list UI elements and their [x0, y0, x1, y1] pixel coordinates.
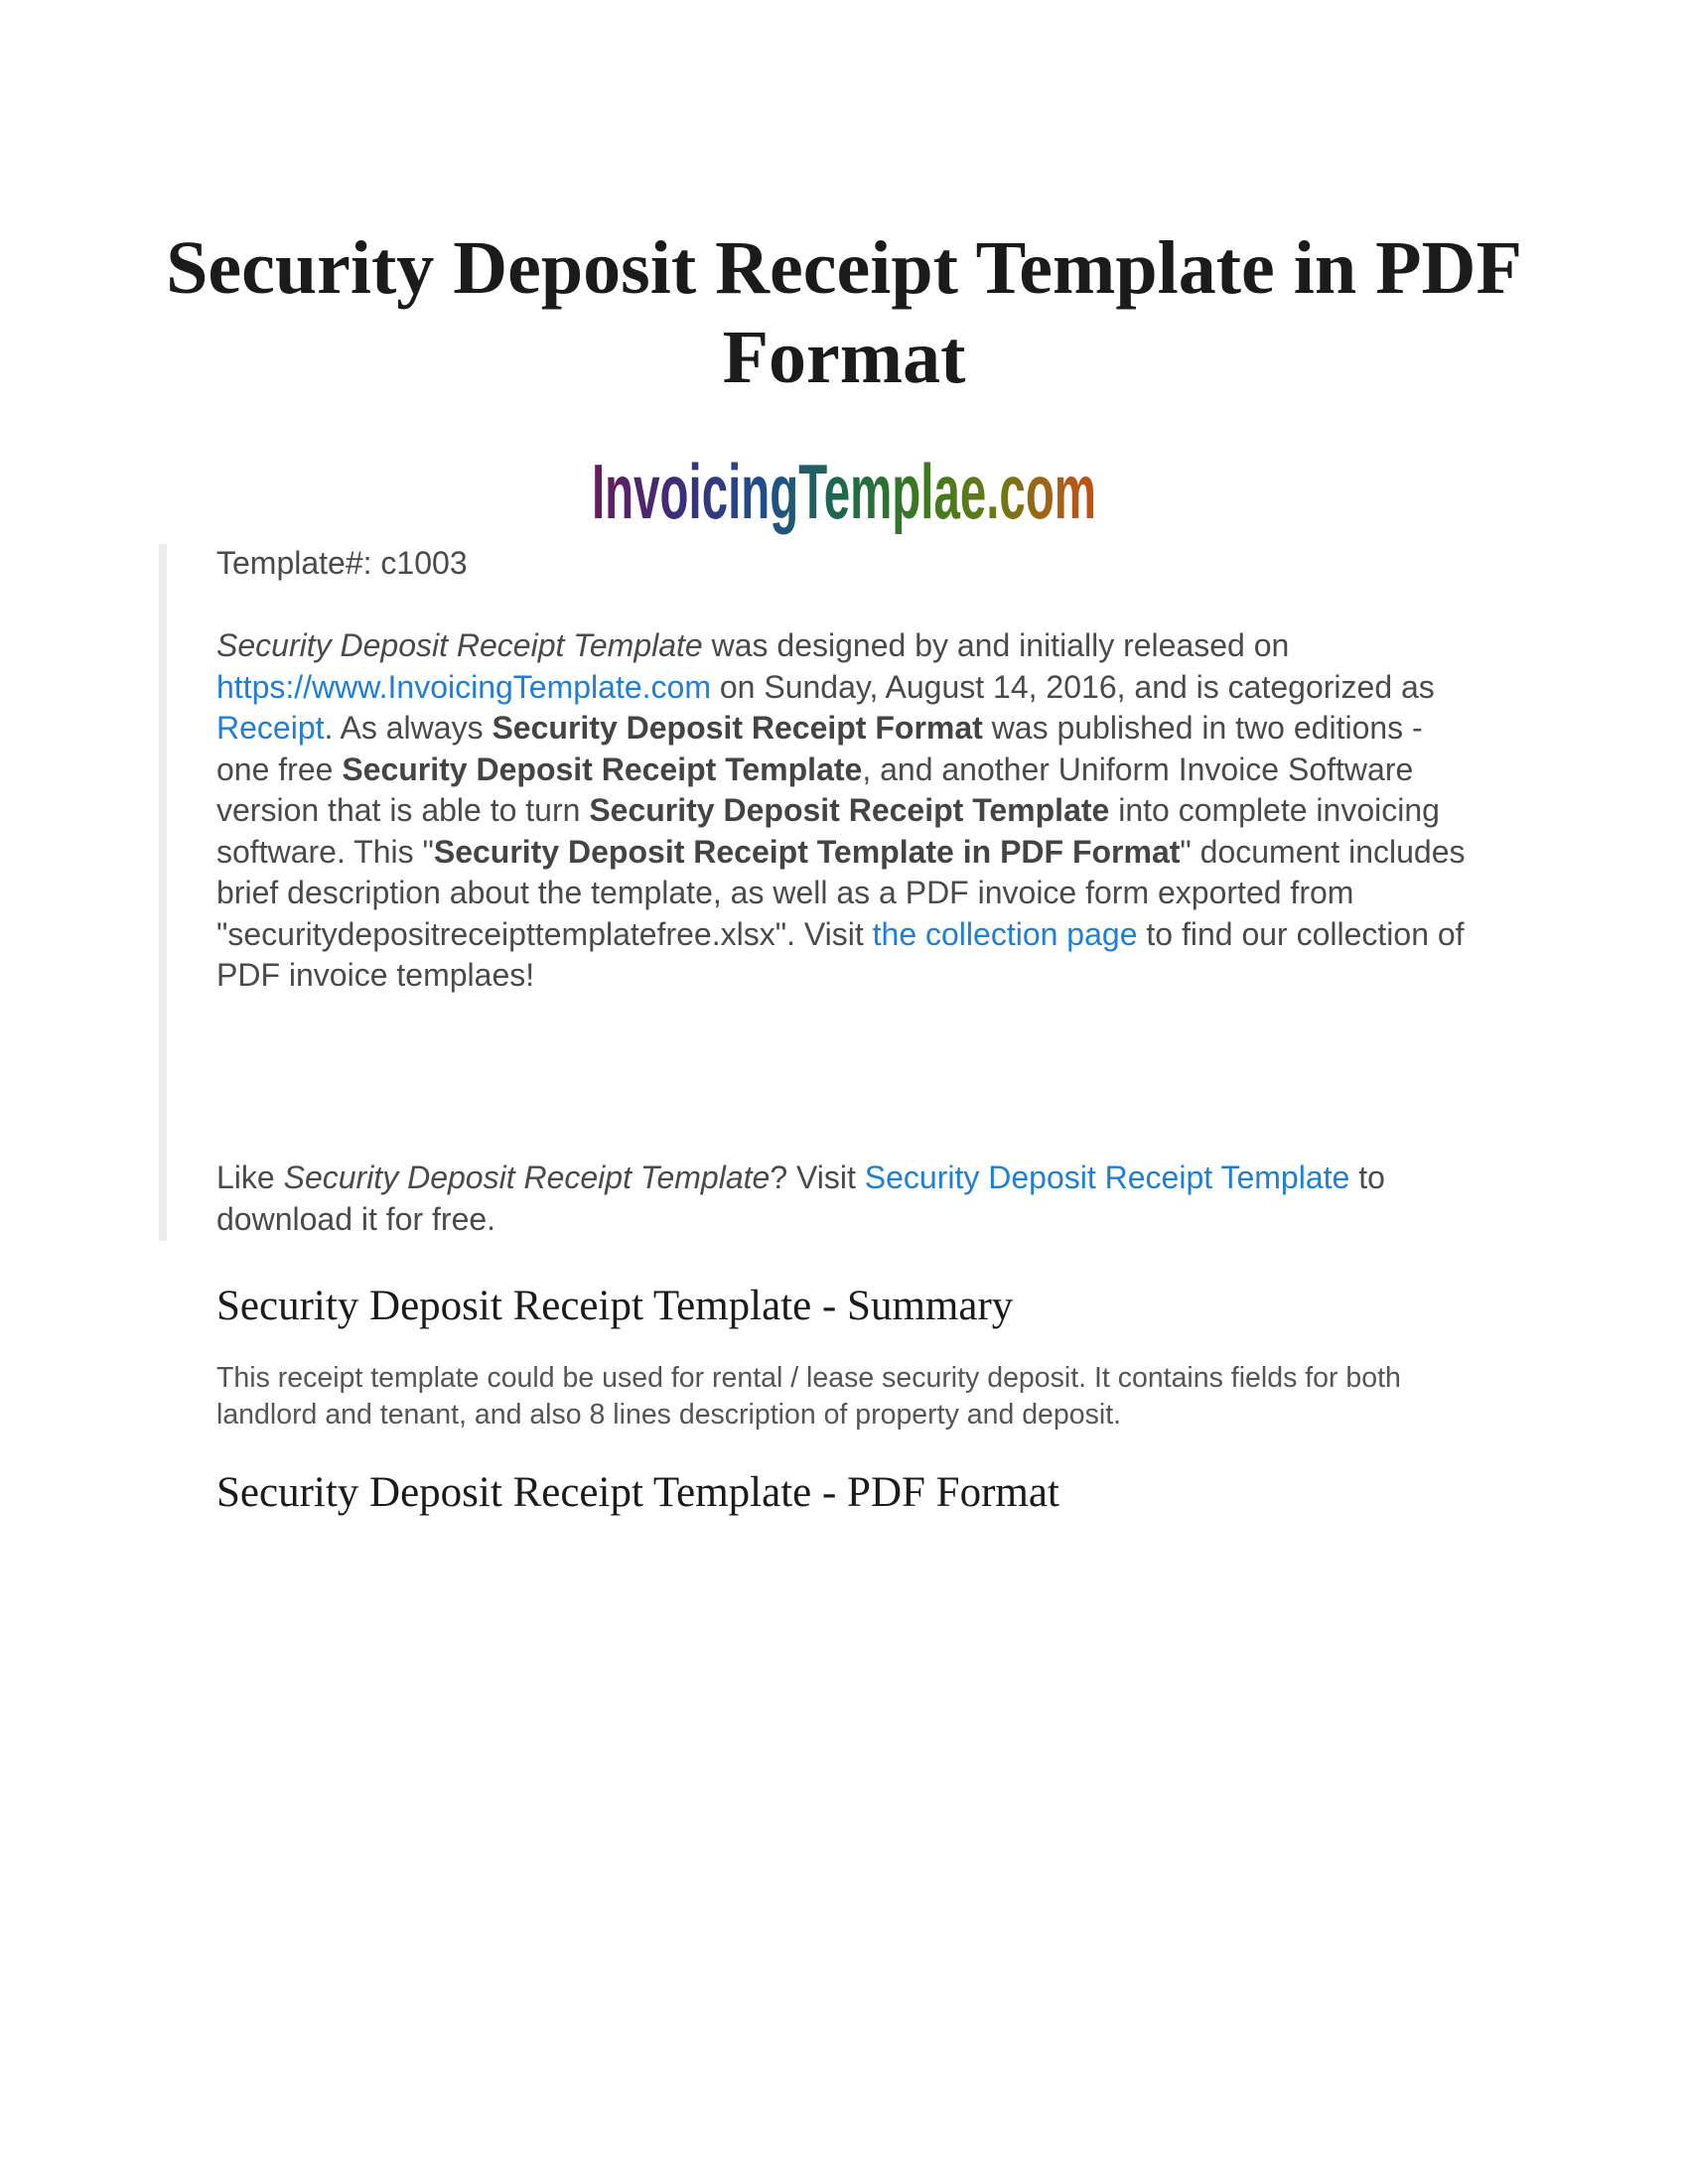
download-prompt [216, 1158, 1470, 1240]
summary-text: This receipt template could be used for rental / lease security deposit. It contains fields for both landlord and tenant, and also 8 lines description of property and deposit. [216, 1362, 1401, 1431]
site-link[interactable]: https://www.InvoicingTemplate.com [216, 668, 711, 705]
template-description [216, 625, 1470, 997]
description-text: on Sunday, August 14, 2016, and is categorized as [710, 668, 1435, 705]
summary-heading: Security Deposit Receipt Template - Summary [216, 1283, 1014, 1329]
description-text: , and another Uniform Invoice Software version that is able to turn [216, 751, 1414, 828]
like-italic-title: Security Deposit Receipt Template [283, 1160, 771, 1195]
logo-text: InvoicingTemplae.com [592, 448, 1096, 535]
logo-image [588, 449, 1100, 538]
like-text: ? Visit [770, 1160, 865, 1195]
description-text: into complete invoicing software. This " [216, 792, 1440, 870]
pdf-format-heading: Security Deposit Receipt Template - PDF Format [216, 1469, 1059, 1516]
like-text: Like [216, 1160, 284, 1195]
description-text: " document includes brief description about the template, as well as a PDF invoice form exported from "securitydepositreceipttemplatefree.xlsx". Visit [216, 833, 1466, 952]
receipt-category-link[interactable]: Receipt [216, 710, 325, 746]
description-text: . As always [324, 710, 492, 746]
description-text: was designed by and initially released on [702, 627, 1290, 663]
description-italic-title: Security Deposit Receipt Template [216, 627, 703, 663]
template-number: Template#: c1003 [216, 545, 468, 581]
invoicing-template-logo[interactable] [588, 449, 1100, 538]
like-text: to download it for free. [216, 1160, 1385, 1237]
collection-page-link[interactable]: the collection page [872, 915, 1138, 952]
page-title: Security Deposit Receipt Template in PDF Format [166, 226, 1522, 399]
description-bold: Security Deposit Receipt Template [589, 792, 1110, 828]
description-bold: Security Deposit Receipt Template in PDF Format [433, 833, 1181, 870]
quote-bar [159, 544, 167, 1241]
description-bold: Security Deposit Receipt Format [492, 710, 983, 746]
description-text: was published in two editions - one free [216, 710, 1423, 787]
description-bold: Security Deposit Receipt Template [342, 751, 863, 787]
download-template-link[interactable]: Security Deposit Receipt Template [864, 1160, 1350, 1195]
description-text: to find our collection of PDF invoice templaes! [216, 915, 1465, 993]
